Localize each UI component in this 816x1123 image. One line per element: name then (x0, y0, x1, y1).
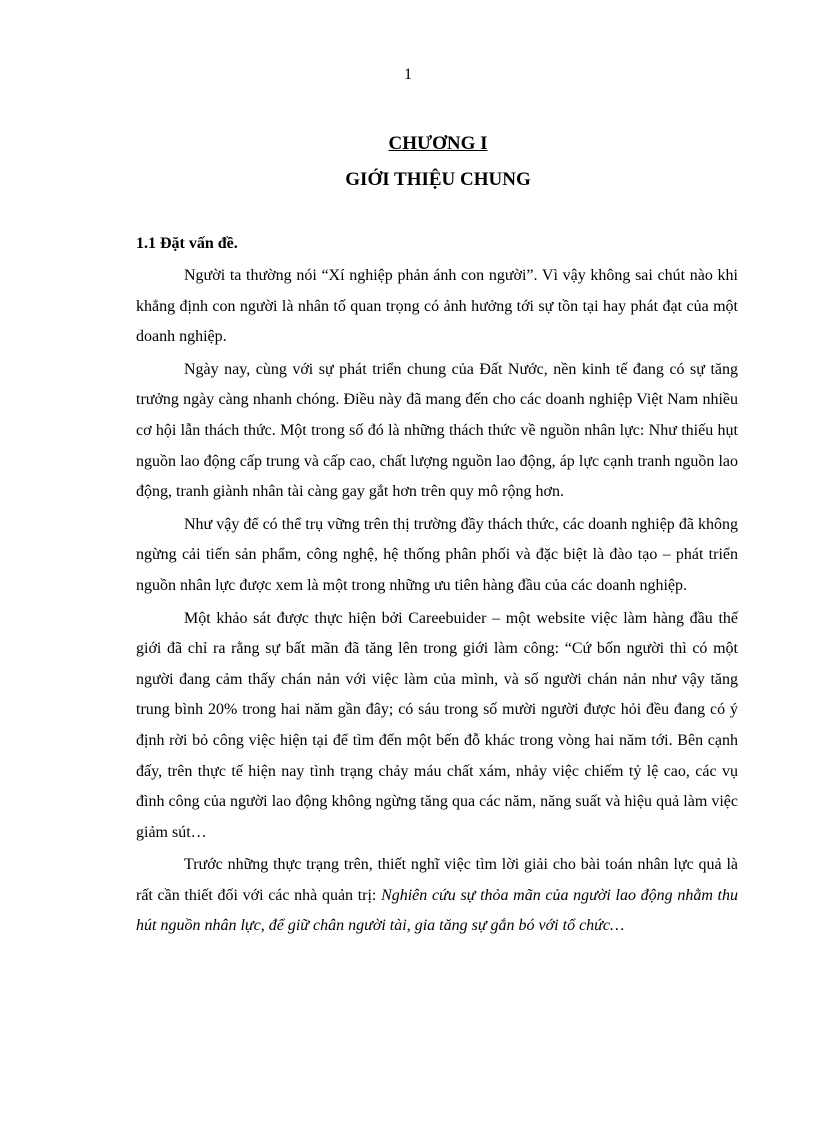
paragraph-2 (136, 355, 738, 508)
paragraph-text: Một khảo sát được thực hiện bởi Careebuider – một website việc làm hàng đầu thế giới đã chỉ ra rằng sự bất mãn đã tăng lên trong giới làm công: “Cứ bốn người thì có một người đang cảm thấy chán nản với việc làm của mình, và số người chán nản như vậy tăng trung bình 20% trong hai năm gần đây; có sáu trong số mười người được hỏi đều đang có ý định rời bỏ công việc hiện tại để tìm đến một bến đỗ khác trong vòng hai năm tới. Bên cạnh đấy, trên thực tế hiện nay tình trạng chảy máu chất xám, nhảy việc chiếm tỷ lệ cao, các vụ đình công của người lao động không ngừng tăng qua các năm, năng suất và hiệu quả làm việc giảm sút… (136, 609, 738, 841)
paragraph-4 (136, 604, 738, 849)
paragraph-italic-text: Nghiên cứu sự thỏa mãn của người lao động nhằm thu hút nguồn nhân lực, để giữ chân người tài, gia tăng sự gắn bó với tổ chức… (136, 886, 738, 935)
paragraph-text: Trước những thực trạng trên, thiết nghĩ việc tìm lời giải cho bài toán nhân lực quả là rất cần thiết đối với các nhà quản trị: (136, 856, 738, 904)
chapter-title: GIỚI THIỆU CHUNG (345, 169, 531, 190)
body-text (136, 261, 738, 942)
section-heading: 1.1 Đặt vấn đề. (136, 235, 238, 252)
paragraph-text: Người ta thường nói “Xí nghiệp phản ánh con người”. Vì vậy không sai chút nào khi khẳng định con người là nhân tố quan trọng có ảnh hưởng tới sự tồn tại hay phát đạt của một doanh nghiệp. (136, 267, 738, 346)
chapter-label: CHƯƠNG I (388, 133, 488, 154)
paragraph-1 (136, 261, 738, 353)
paragraph-3 (136, 510, 738, 602)
page-number: 1 (404, 66, 412, 83)
paragraph-text: Như vậy để có thể trụ vững trên thị trường đầy thách thức, các doanh nghiệp đã không ngừng cải tiến sản phẩm, công nghệ, hệ thống phân phối và đặc biệt là đào tạo – phát triển nguồn nhân lực được xem là một trong những ưu tiên hàng đầu của các doanh nghiệp. (136, 515, 738, 594)
paragraph-5 (136, 850, 738, 942)
paragraph-text: Ngày nay, cùng với sự phát triển chung của Đất Nước, nền kinh tế đang có sự tăng trưởng ngày càng nhanh chóng. Điều này đã mang đến cho các doanh nghiệp Việt Nam nhiều cơ hội lẫn thách thức. Một trong số đó là những thách thức về nguồn nhân lực: Như thiếu hụt nguồn lao động cấp trung và cấp cao, chất lượng nguồn lao động, áp lực cạnh tranh nguồn lao động, tranh giành nhân tài càng gay gắt hơn trên quy mô rộng hơn. (136, 360, 738, 501)
